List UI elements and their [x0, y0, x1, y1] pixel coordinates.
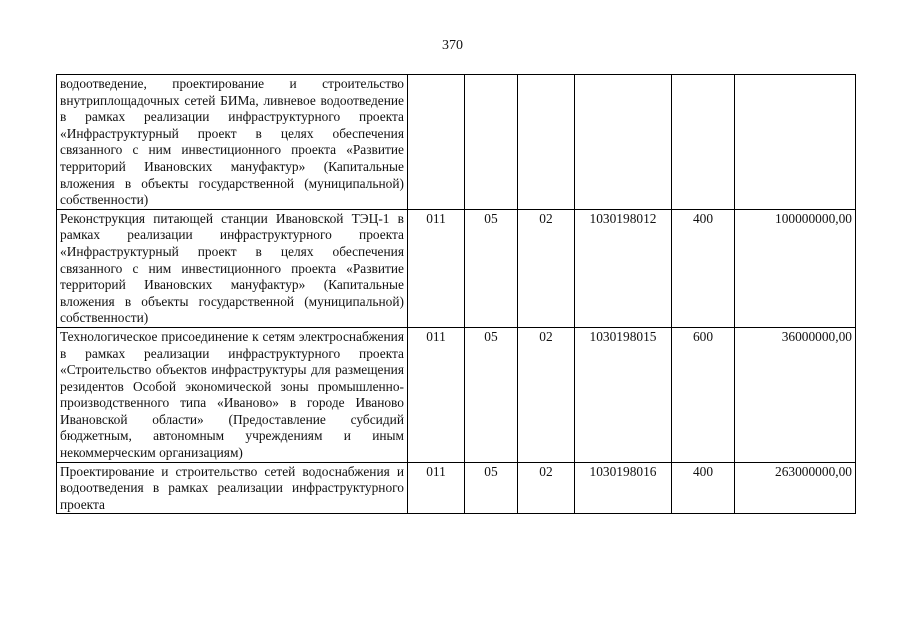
- budget-table: [56, 74, 856, 514]
- section-code: 05: [465, 209, 518, 327]
- subsection-code: 02: [518, 209, 575, 327]
- subsection-code: [518, 75, 575, 210]
- amount: 36000000,00: [735, 327, 856, 462]
- admin-code: 011: [408, 327, 465, 462]
- expense-type-code: 600: [672, 327, 735, 462]
- table-row: [57, 209, 856, 327]
- section-code: 05: [465, 327, 518, 462]
- row-description: Проектирование и строительство сетей водоснабжения и водоотведения в рамках реализации инфраструктурного проекта: [57, 462, 408, 514]
- admin-code: 011: [408, 209, 465, 327]
- section-code: [465, 75, 518, 210]
- expense-type-code: 400: [672, 462, 735, 514]
- amount: 100000000,00: [735, 209, 856, 327]
- page-number: 370: [442, 38, 463, 53]
- row-description: Реконструкция питающей станции Ивановской ТЭЦ-1 в рамках реализации инфраструктурного проекта «Инфраструктурный проект в целях обеспечения связанного с ним инвестиционного проекта «Развитие территорий Ивановских мануфактур» (Капитальные вложения в объекты государственной (муниципальной) собственности): [57, 209, 408, 327]
- table-row: [57, 75, 856, 210]
- row-description: водоотведение, проектирование и строительство внутриплощадочных сетей БИМа, ливневое водоотведение в рамках реализации инфраструктурного проекта «Инфраструктурный проект в целях обеспечения связанного с ним инвестиционного проекта «Развитие территорий Ивановских мануфактур» (Капитальные вложения в объекты государственной (муниципальной) собственности): [57, 75, 408, 210]
- section-code: 05: [465, 462, 518, 514]
- target-article-code: 1030198015: [575, 327, 672, 462]
- table-row: [57, 327, 856, 462]
- amount: 263000000,00: [735, 462, 856, 514]
- admin-code: [408, 75, 465, 210]
- subsection-code: 02: [518, 327, 575, 462]
- amount: [735, 75, 856, 210]
- target-article-code: 1030198016: [575, 462, 672, 514]
- expense-type-code: 400: [672, 209, 735, 327]
- admin-code: 011: [408, 462, 465, 514]
- row-description: Технологическое присоединение к сетям электроснабжения в рамках реализации инфраструктурного проекта «Строительство объектов инфраструктуры для размещения резидентов Особой экономической зоны промышленно-производственного типа «Иваново» в городе Иваново Ивановской области» (Предоставление субсидий бюджетным, автономным учреждениям и иным некоммерческим организациям): [57, 327, 408, 462]
- expense-type-code: [672, 75, 735, 210]
- target-article-code: [575, 75, 672, 210]
- subsection-code: 02: [518, 462, 575, 514]
- target-article-code: 1030198012: [575, 209, 672, 327]
- table-row: [57, 462, 856, 514]
